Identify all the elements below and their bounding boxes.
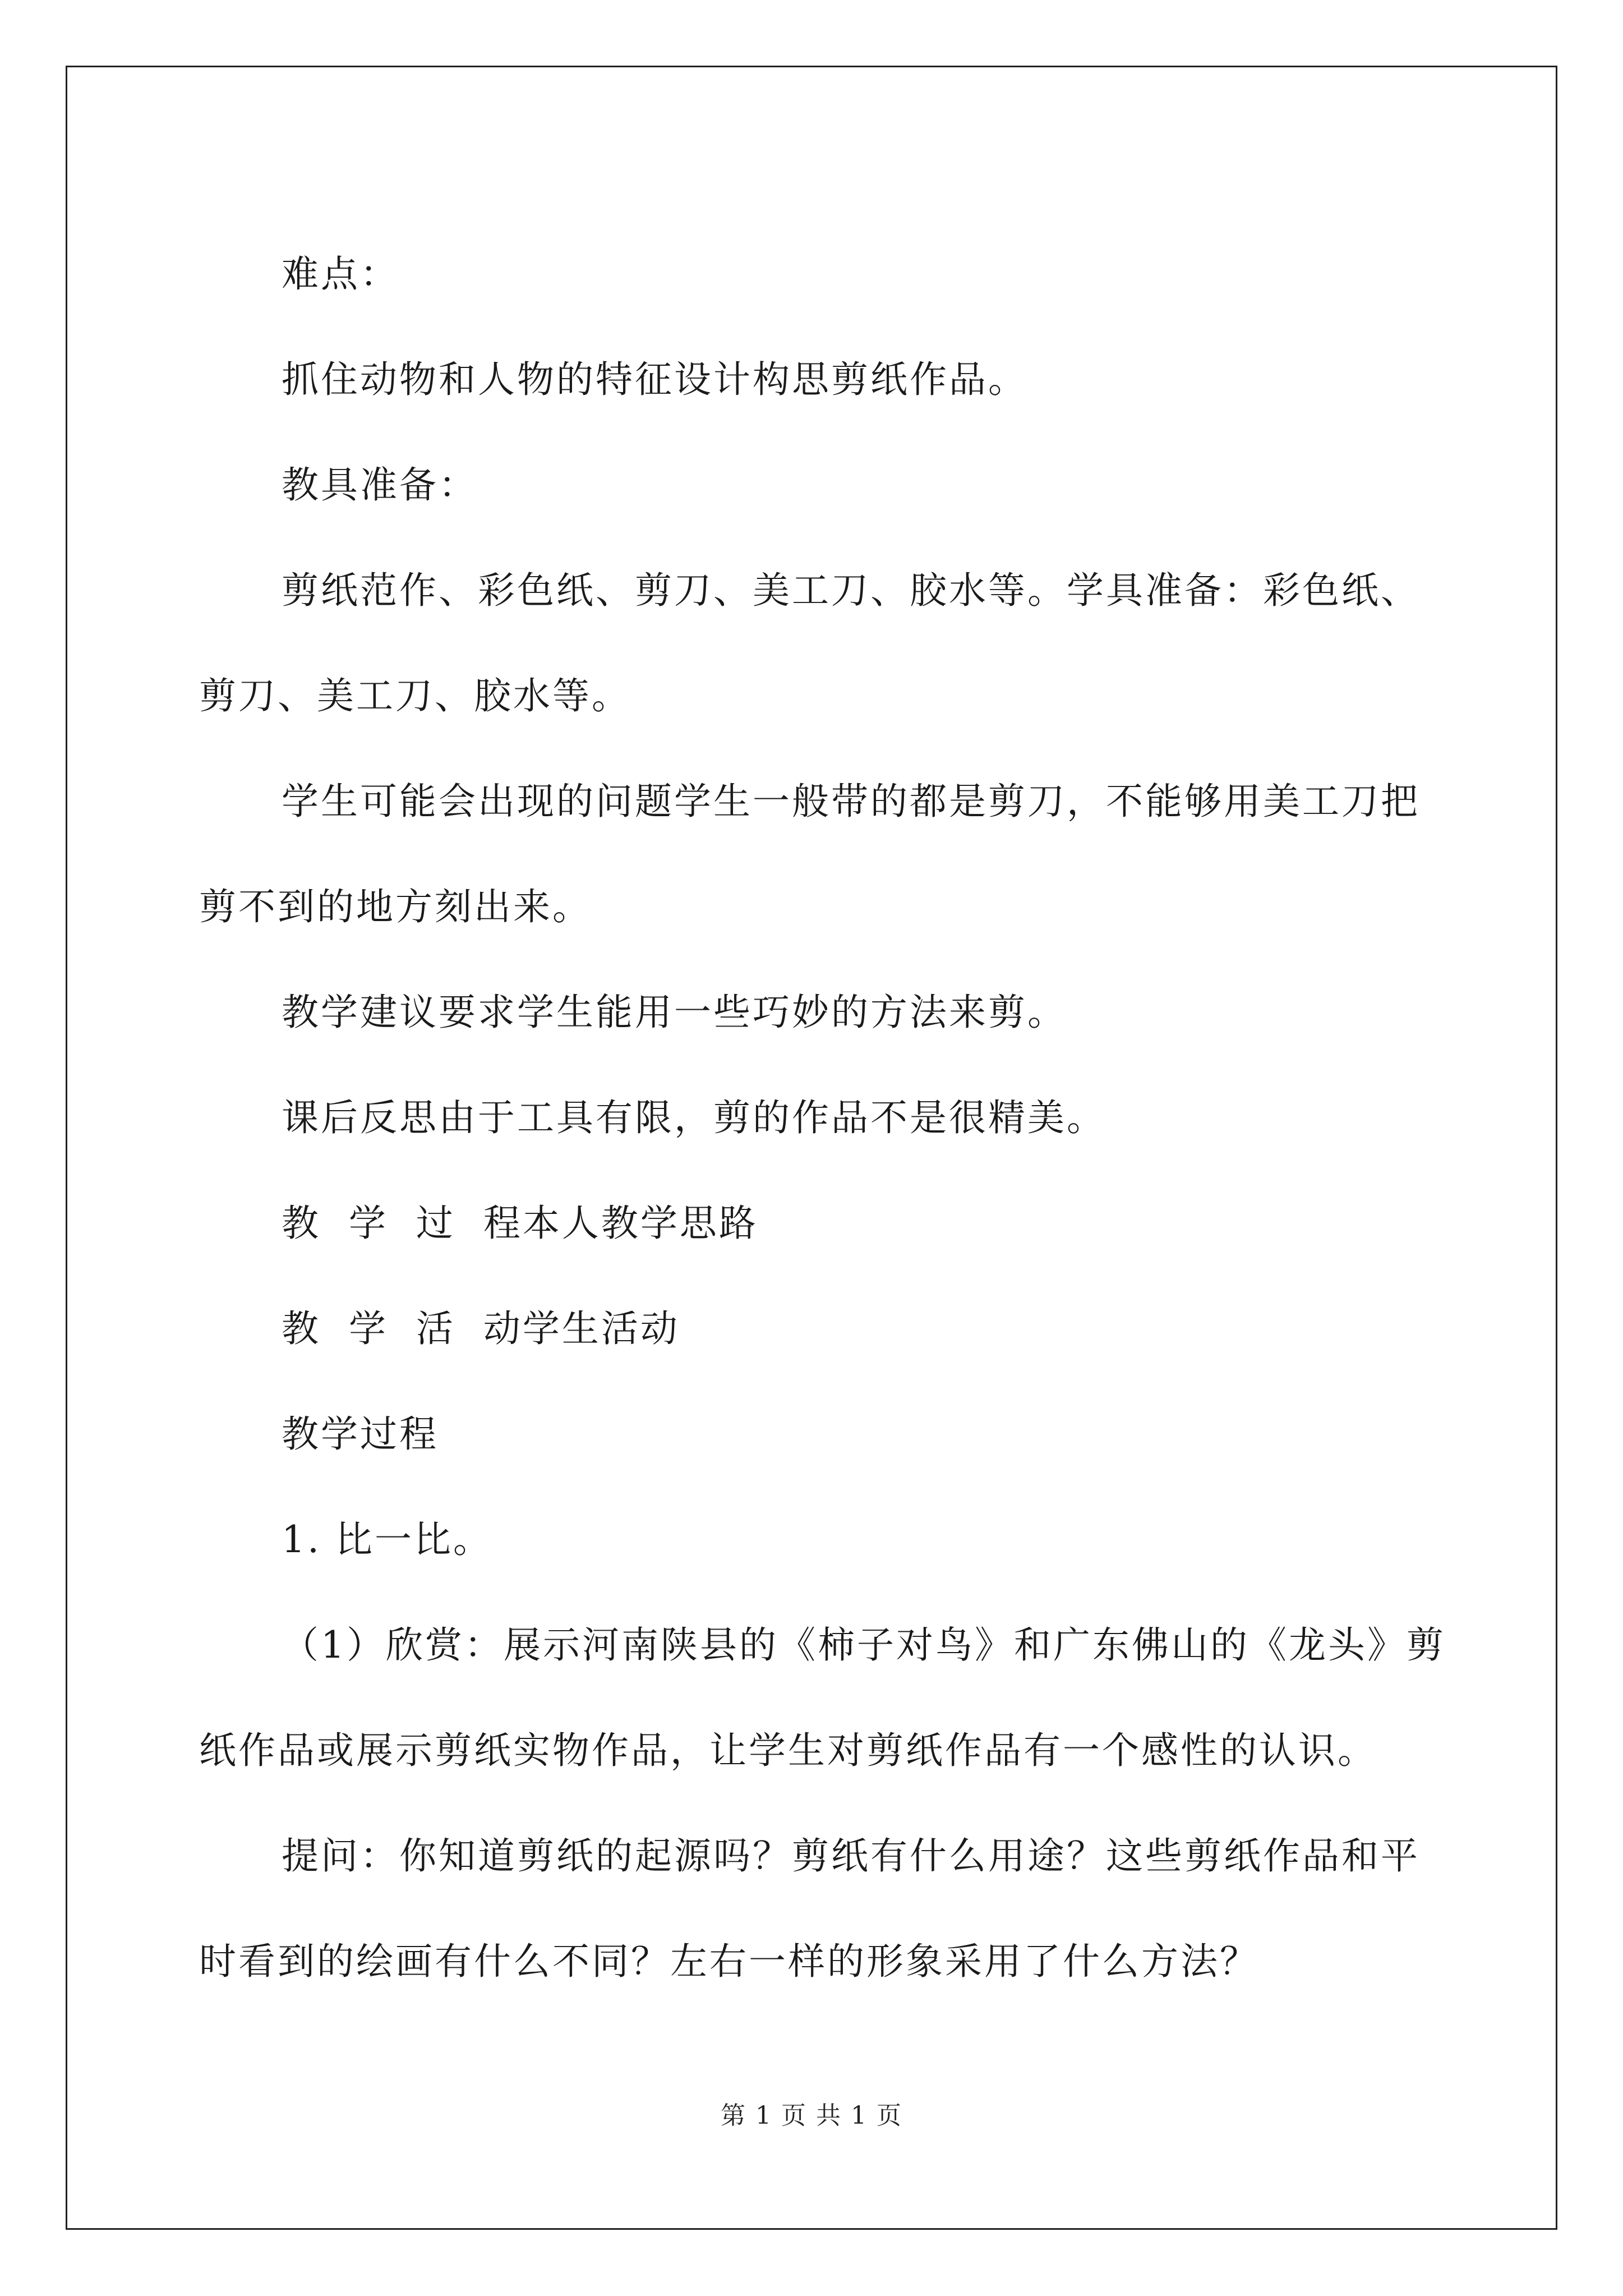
page-number: 第 1 页 共 1 页: [721, 2101, 902, 2130]
paragraph-questions: 提问：你知道剪纸的起源吗？剪纸有什么用途？这些剪纸作品和平时看到的绘画有什么不同？左右一样的形象采用了什么方法？: [199, 1834, 1420, 1983]
paragraph-teaching-aids-text: 剪纸范作、彩色纸、剪刀、美工刀、胶水等。学具准备：彩色纸、剪刀、美工刀、胶水等。: [199, 569, 1420, 717]
document-body: [199, 222, 1458, 2014]
paragraph-teaching-aids-heading: 教具准备：: [282, 463, 478, 507]
paragraph-process-title: 教学过程: [282, 1412, 439, 1456]
paragraph-teaching-suggestion: 教学建议要求学生能用一些巧妙的方法来剪。: [282, 991, 1067, 1034]
paragraph-step-1: 1. 比一比。: [282, 1518, 492, 1561]
paragraph-student-problems: 学生可能会出现的问题学生一般带的都是剪刀，不能够用美工刀把剪不到的地方刻出来。: [199, 780, 1420, 928]
paragraph-reflection: 课后反思由于工具有限，剪的作品不是很精美。: [282, 1096, 1106, 1139]
paragraph-appreciation: （1）欣赏：展示河南陕县的《柿子对鸟》和广东佛山的《龙头》剪纸作品或展示剪纸实物作品，让学生对剪纸作品有一个感性的认识。: [199, 1623, 1446, 1772]
paragraph-difficulty-text: 抓住动物和人物的特征设计构思剪纸作品。: [282, 358, 1027, 401]
paragraph-process-header: 教 学 过 程本人教学思路: [282, 1202, 758, 1245]
paragraph-activity-header: 教 学 活 动学生活动: [282, 1307, 680, 1350]
paragraph-difficulty-heading: 难点：: [282, 252, 399, 296]
